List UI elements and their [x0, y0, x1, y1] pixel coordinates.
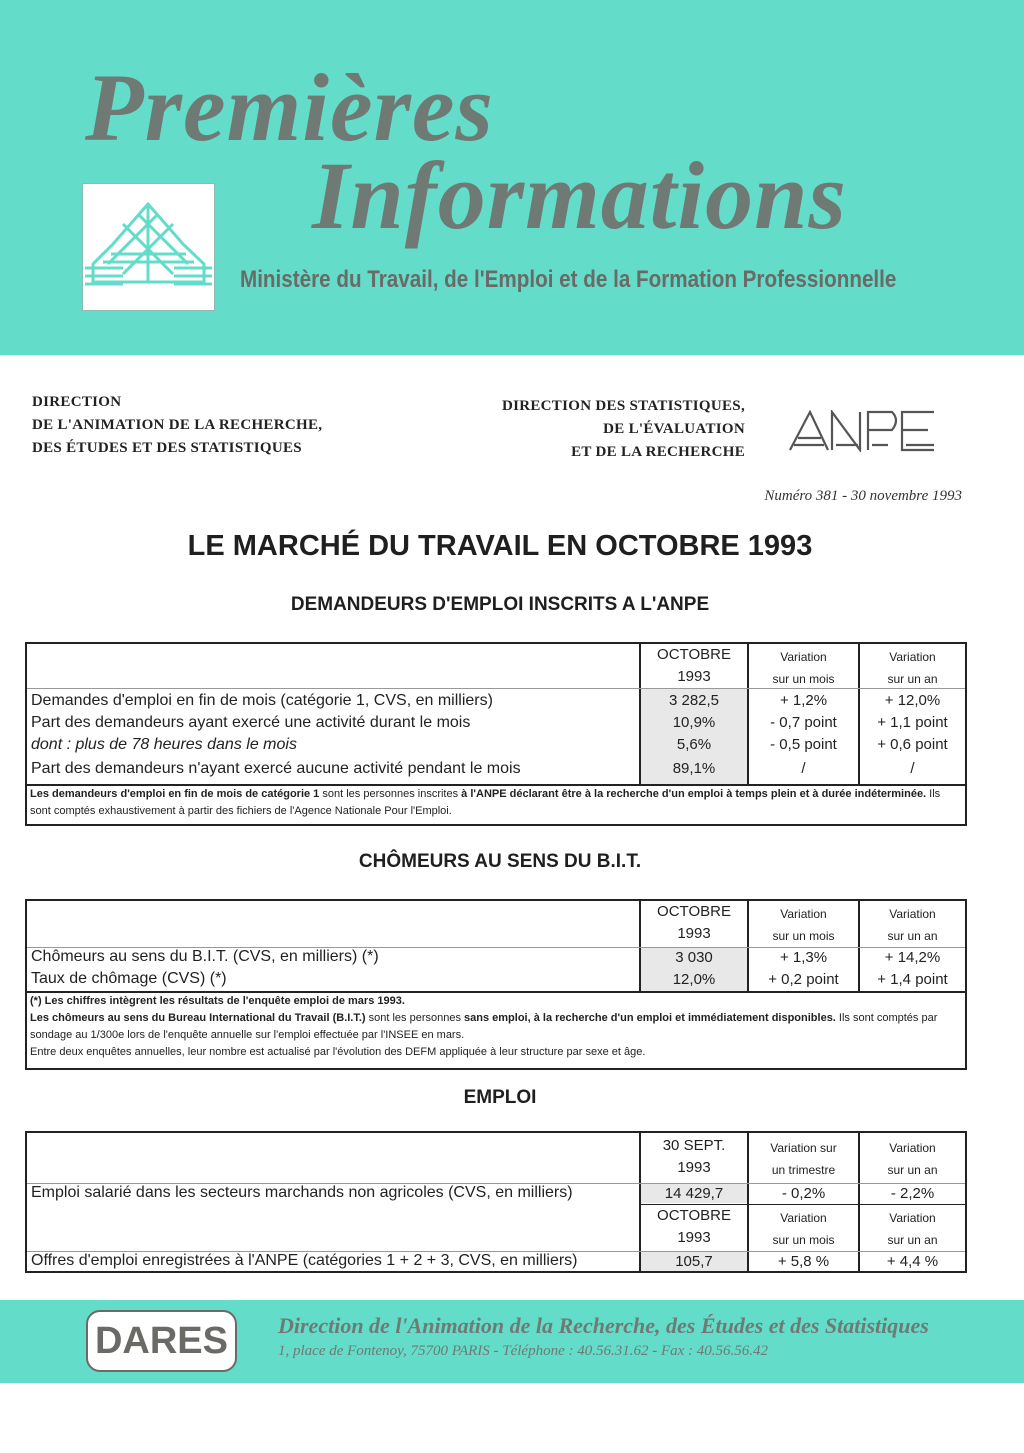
table-emploi	[25, 1131, 967, 1273]
direction-line: DIRECTION	[32, 394, 122, 410]
table-row-label: Chômeurs au sens du B.I.T. (CVS, en milliers) (*)	[31, 948, 379, 965]
column-header-date: OCTOBRE 1993	[657, 646, 731, 685]
table-cell-year: + 14,2%	[884, 949, 941, 966]
publication-title-line1: Premières	[85, 54, 494, 161]
table-cell-value: 3 282,5	[668, 692, 720, 709]
column-header-year: Variation sur un an	[887, 907, 938, 943]
table-demandeurs	[25, 642, 967, 826]
table-cell-month: - 0,5 point	[770, 736, 837, 753]
table-cell-year: + 1,4 point	[877, 971, 948, 988]
column-header-year: Variation sur un an	[887, 1141, 938, 1177]
table-cell-month: + 1,2%	[779, 692, 828, 709]
table-row-label: Part des demandeurs n'ayant exercé aucune activité pendant le mois	[31, 760, 521, 777]
table-cell-value: 105,7	[675, 1253, 713, 1270]
column-header-year: Variation sur un an	[887, 1211, 938, 1247]
ministry-tree-icon	[83, 184, 214, 310]
table-cell-value: 14 429,7	[664, 1185, 724, 1202]
table-cell-value: 3 030	[675, 949, 713, 966]
column-header-quarter: Variation sur un trimestre	[770, 1141, 837, 1177]
table-cell-month: + 1,3%	[779, 949, 828, 966]
table-cell-year: + 0,6 point	[877, 736, 948, 753]
table-cell-year: + 12,0%	[884, 692, 941, 709]
table-cell-month: - 0,7 point	[770, 714, 837, 731]
footer-organization: Direction de l'Animation de la Recherche, des Études et des Statistiques	[278, 1313, 929, 1338]
footer-address: 1, place de Fontenoy, 75700 PARIS - Téléphone : 40.56.31.62 - Fax : 40.56.56.42	[278, 1343, 769, 1359]
section-title-demandeurs: DEMANDEURS D'EMPLOI INSCRITS A L'ANPE	[290, 594, 710, 615]
table-cell-value: 10,9%	[672, 714, 716, 731]
column-header-month: Variation sur un mois	[772, 1211, 835, 1247]
publication-title-line2: Informations	[312, 142, 847, 249]
column-header-year: Variation sur un an	[887, 650, 938, 686]
table-row-label: Part des demandeurs ayant exercé une activité durant le mois	[31, 714, 471, 731]
direction-line: DES ÉTUDES ET DES STATISTIQUES	[32, 440, 302, 456]
table-cell-year: - 2,2%	[890, 1185, 935, 1202]
table-row-label: Offres d'emploi enregistrées à l'ANPE (catégories 1 + 2 + 3, CVS, en milliers)	[31, 1252, 578, 1269]
ministry-name: Ministère du Travail, de l'Emploi et de la Formation Professionnelle	[240, 266, 897, 293]
anpe-direction-block	[440, 395, 745, 464]
column-header-date: OCTOBRE 1993	[657, 903, 731, 942]
table-cell-value: 89,1%	[672, 760, 716, 777]
table-cell-year: + 4,4 %	[886, 1253, 939, 1270]
table-cell-month: + 0,2 point	[768, 971, 839, 988]
column-header-month: Variation sur un mois	[772, 907, 835, 943]
main-title: LE MARCHÉ DU TRAVAIL EN OCTOBRE 1993	[187, 530, 813, 562]
direction-line: DE L'ANIMATION DE LA RECHERCHE,	[32, 417, 323, 433]
table-row-label: Taux de chômage (CVS) (*)	[31, 970, 227, 987]
anpe-logo	[788, 410, 938, 452]
table-chomeurs	[25, 899, 967, 1070]
table-footnote: (*) Les chiffres intègrent les résultats de l'enquête emploi de mars 1993. Les chômeurs au sens du Bureau International du Travail (B.I.T.) sont les personnes sans emploi, à la recherche d'un emploi et immédiatement disponibles. Ils sont comptés par sondage au 1/300e lors de l'enquête annuelle sur l'emploi effectuée par l'INSEE en mars. Entre deux enquêtes annuelles, leur nombre est actualisé par l'évolution des DEFM appliquée à leur structure par sexe et âge.	[30, 995, 938, 1058]
ministry-logo	[82, 183, 215, 311]
direction-line: DE L'ÉVALUATION	[603, 421, 745, 437]
column-header-date: OCTOBRE 1993	[657, 1207, 731, 1246]
table-cell-year: /	[910, 760, 915, 777]
table-row-label: Demandes d'emploi en fin de mois (catégorie 1, CVS, en milliers)	[31, 692, 493, 709]
table-footnote: Les demandeurs d'emploi en fin de mois de catégorie 1 sont les personnes inscrites à l'ANPE déclarant être à la recherche d'un emploi à temps plein et à durée indéterminée. Ils sont comptés exhaustivement à partir des fichiers de l'Agence Nationale Pour l'Emploi.	[30, 788, 941, 817]
table-cell-year: + 1,1 point	[877, 714, 948, 731]
column-header-month: Variation sur un mois	[772, 650, 835, 686]
table-cell-value: 12,0%	[672, 971, 716, 988]
table-row-label: Emploi salarié dans les secteurs marchands non agricoles (CVS, en milliers)	[31, 1184, 573, 1201]
table-cell-month: /	[801, 760, 806, 777]
table-cell-change: + 5,8 %	[777, 1253, 830, 1270]
issue-number: Numéro 381 - 30 novembre 1993	[764, 488, 962, 504]
table-row-label: dont : plus de 78 heures dans le mois	[31, 736, 297, 753]
table-cell-change: - 0,2%	[781, 1185, 826, 1202]
section-title-chomeurs: CHÔMEURS AU SENS DU B.I.T.	[358, 851, 642, 872]
direction-line: DIRECTION DES STATISTIQUES,	[501, 398, 745, 414]
direction-line: ET DE LA RECHERCHE	[571, 444, 745, 460]
column-header-date: 30 SEPT. 1993	[662, 1137, 726, 1176]
section-title-emploi: EMPLOI	[463, 1087, 537, 1108]
dares-logo: DARES	[86, 1310, 237, 1372]
table-cell-value: 5,6%	[676, 736, 712, 753]
dares-direction-block	[32, 391, 322, 460]
